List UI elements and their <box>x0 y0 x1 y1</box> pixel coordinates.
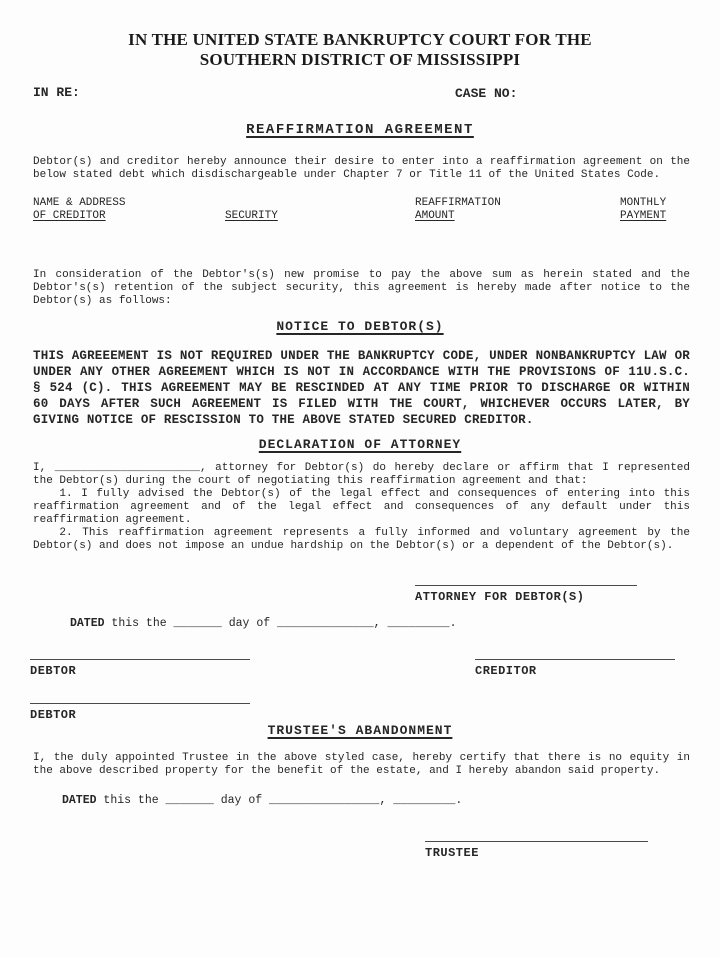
debtor2-signature-block <box>30 696 250 722</box>
column-name-address-of-creditor: NAME & ADDRESS OF CREDITOR <box>33 197 126 222</box>
dated-blanks: this the _______ day of ______________, _________. <box>104 617 457 630</box>
dated-line-trustee <box>62 794 720 807</box>
column-monthly-payment: MONTHLY PAYMENT <box>620 197 667 222</box>
creditor-table-header <box>0 197 720 223</box>
notice-to-debtors-heading: NOTICE TO DEBTOR(S) <box>276 319 444 334</box>
declaration-of-attorney-heading: DECLARATION OF ATTORNEY <box>258 437 462 452</box>
trustees-abandonment-heading: TRUSTEE'S ABANDONMENT <box>267 723 453 738</box>
trustee-signature-label: TRUSTEE <box>425 846 479 860</box>
declaration-intro: I, ______________________, attorney for Debtor(s) do hereby declare or affirm that I represented the Debtor(s) during the court of negotiating this reaffirmation agreement and that: <box>33 462 690 487</box>
creditor-signature-label: CREDITOR <box>475 664 537 678</box>
debtor2-signature-label: DEBTOR <box>30 708 77 722</box>
consideration-paragraph: In consideration of the Debtor's(s) new promise to pay the above sum as herein stated and the Debtor's(s) retention of the subject security, this agreement is hereby made after notice to the Debtor(s) as follows: <box>33 269 690 307</box>
declaration-item-2: 2. This reaffirmation agreement represents a fully informed and voluntary agreement by the Debtor(s) and does not impose an undue hardship on the Debtor(s) or a dependent of the Debtor(s). <box>33 527 690 552</box>
debtor-signature-block <box>30 652 250 678</box>
dated-label: DATED <box>70 617 105 630</box>
debtor-creditor-signature-row <box>0 652 720 678</box>
debtor-signature-line <box>30 652 250 660</box>
intro-paragraph: Debtor(s) and creditor hereby announce their desire to enter into a reaffirmation agreement on the below stated debt which disdischargeable under Chapter 7 or Title 11 of the United States Code. <box>33 156 690 181</box>
declaration-item-1: 1. I fully advised the Debtor(s) of the legal effect and consequences of entering into this reaffirmation agreement and of the legal effect and consequences of any default under this reaffirmation agreement. <box>33 488 690 526</box>
trustee-paragraph: I, the duly appointed Trustee in the above styled case, hereby certify that there is no equity in the above described property for the benefit of the estate, and I hereby abandon said property. <box>33 752 690 777</box>
dated-label-trustee: DATED <box>62 794 97 807</box>
document-title: REAFFIRMATION AGREEMENT <box>246 122 474 138</box>
case-row <box>0 85 720 100</box>
dated-blanks-trustee: this the _______ day of ________________, _________. <box>96 794 463 807</box>
court-header-line2: SOUTHERN DISTRICT OF MISSISSIPPI <box>199 50 521 69</box>
in-re-label: IN RE: <box>33 85 80 100</box>
debtor2-signature-line <box>30 696 250 704</box>
attorney-signature-label: ATTORNEY FOR DEBTOR(S) <box>415 590 585 604</box>
court-header-line1: IN THE UNITED STATE BANKRUPTCY COURT FOR THE <box>128 30 592 49</box>
declaration-block <box>0 462 720 553</box>
attorney-signature-block <box>415 578 637 604</box>
trustee-signature-line <box>425 834 648 842</box>
column-reaffirmation-amount: REAFFIRMATION AMOUNT <box>415 197 501 222</box>
creditor-signature-block <box>475 652 675 678</box>
creditor-signature-line <box>475 652 675 660</box>
dated-line-attorney <box>70 617 720 630</box>
attorney-signature-line <box>415 578 637 586</box>
court-header <box>0 30 720 70</box>
column-security: SECURITY <box>225 210 278 222</box>
notice-paragraph: THIS AGREEEMENT IS NOT REQUIRED UNDER THE BANKRUPTCY CODE, UNDER NONBANKRUPTCY LAW OR UNDER ANY OTHER AGREEMENT WHICH IS NOT IN ACCORDANCE WITH THE PROVISIONS OF 11U.S.C. § 524 (C). THIS AGREEMENT MAY BE RESCINDED AT ANY TIME PRIOR TO DISCHARGE OR WITHIN 60 DAYS AFTER SUCH AGREEMENT IS FILED WITH THE COURT, WHICHEVER OCCURS LATER, BY GIVING NOTICE OF RESCISSION TO THE ABOVE STATED SECURED CREDITOR. <box>33 349 690 427</box>
trustee-signature-block <box>425 834 648 860</box>
case-no-label: CASE NO: <box>455 86 518 101</box>
debtor-signature-label: DEBTOR <box>30 664 77 678</box>
